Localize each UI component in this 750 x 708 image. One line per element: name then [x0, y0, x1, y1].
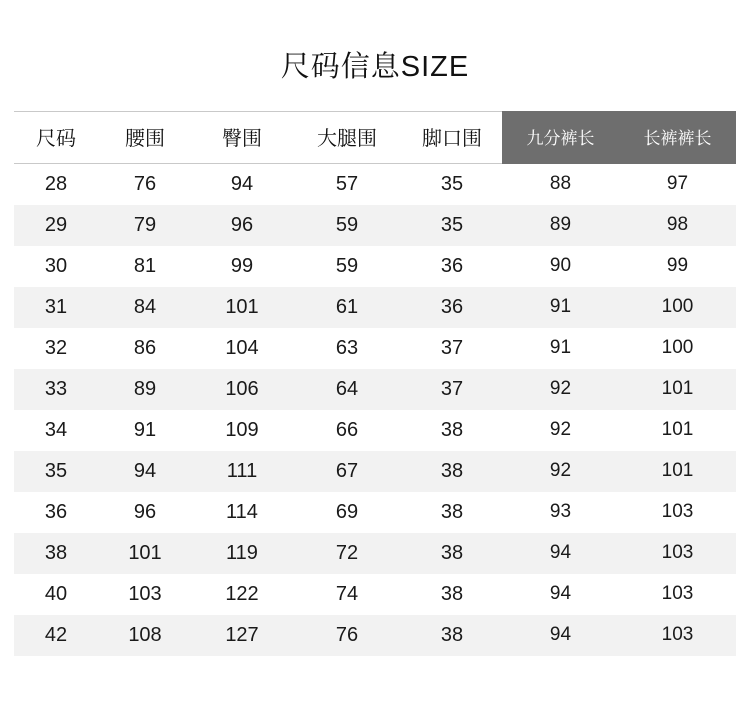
table-cell: 93	[549, 501, 572, 523]
table-cell: 38	[440, 582, 464, 605]
table-cell: 38	[14, 533, 98, 574]
table-cell: 101	[661, 419, 694, 441]
table-cell: 103	[619, 615, 736, 656]
table-cell: 94	[502, 615, 619, 656]
table-cell: 32	[44, 336, 68, 359]
table-body	[14, 163, 736, 656]
table-cell: 91	[133, 418, 157, 441]
table-cell: 92	[502, 451, 619, 492]
table-cell: 89	[502, 205, 619, 246]
table-cell: 88	[549, 173, 572, 195]
table-cell: 63	[335, 336, 359, 359]
table-cell: 31	[14, 287, 98, 328]
table-cell: 81	[133, 254, 157, 277]
table-cell: 122	[225, 582, 259, 605]
table-cell: 36	[440, 254, 464, 277]
table-cell: 35	[14, 451, 98, 492]
table-column-header: 臀围	[192, 111, 292, 163]
table-column-header: 尺码	[14, 111, 98, 163]
table-row	[14, 246, 736, 287]
table-cell: 94	[502, 533, 619, 574]
table-header-row	[14, 111, 736, 163]
table-cell: 108	[98, 615, 192, 656]
table-cell: 57	[335, 172, 359, 195]
table-cell: 36	[44, 500, 68, 523]
table-cell: 84	[98, 287, 192, 328]
table-cell: 94	[549, 583, 572, 605]
table-cell: 92	[502, 369, 619, 410]
table-cell: 74	[335, 582, 359, 605]
table-cell: 103	[661, 501, 694, 523]
table-cell: 91	[549, 337, 572, 359]
table-row	[14, 163, 736, 205]
table-row	[14, 410, 736, 451]
table-cell: 103	[619, 533, 736, 574]
table-column-header: 腰围	[98, 111, 192, 163]
table-cell: 119	[192, 533, 292, 574]
table-cell: 98	[619, 205, 736, 246]
table-row	[14, 492, 736, 533]
table-cell: 30	[44, 254, 68, 277]
table-cell: 35	[440, 172, 464, 195]
table-cell: 101	[619, 369, 736, 410]
table-cell: 38	[440, 500, 464, 523]
table-cell: 111	[192, 451, 292, 492]
table-cell: 90	[549, 255, 572, 277]
table-cell: 66	[335, 418, 359, 441]
table-cell: 64	[292, 369, 402, 410]
size-table-container	[0, 111, 750, 656]
table-header	[14, 111, 736, 163]
table-cell: 104	[225, 336, 259, 359]
table-row	[14, 533, 736, 574]
table-cell: 37	[440, 336, 464, 359]
table-cell: 38	[440, 418, 464, 441]
table-cell: 29	[14, 205, 98, 246]
table-row	[14, 574, 736, 615]
table-cell: 96	[192, 205, 292, 246]
table-cell: 42	[14, 615, 98, 656]
table-cell: 114	[226, 500, 258, 523]
table-cell: 38	[402, 533, 502, 574]
table-cell: 76	[133, 172, 157, 195]
table-cell: 38	[402, 451, 502, 492]
table-cell: 127	[192, 615, 292, 656]
table-cell: 34	[44, 418, 68, 441]
table-cell: 99	[230, 254, 254, 277]
table-cell: 97	[666, 173, 689, 195]
table-cell: 67	[292, 451, 402, 492]
table-cell: 103	[128, 582, 162, 605]
table-cell: 76	[292, 615, 402, 656]
table-cell: 101	[98, 533, 192, 574]
table-cell: 94	[98, 451, 192, 492]
table-cell: 61	[292, 287, 402, 328]
table-cell: 91	[502, 287, 619, 328]
table-cell: 94	[230, 172, 254, 195]
table-row	[14, 369, 736, 410]
table-cell: 100	[619, 287, 736, 328]
table-cell: 35	[402, 205, 502, 246]
table-row	[14, 287, 736, 328]
table-cell: 37	[402, 369, 502, 410]
table-cell: 40	[44, 582, 68, 605]
size-table	[14, 111, 736, 656]
table-cell: 28	[44, 172, 68, 195]
table-cell: 101	[619, 451, 736, 492]
table-column-header: 脚口围	[402, 111, 502, 163]
table-cell: 89	[98, 369, 192, 410]
table-cell: 106	[192, 369, 292, 410]
table-row	[14, 451, 736, 492]
table-cell: 36	[402, 287, 502, 328]
table-row	[14, 615, 736, 656]
table-cell: 109	[225, 418, 259, 441]
table-cell: 99	[666, 255, 689, 277]
table-cell: 38	[402, 615, 502, 656]
table-cell: 86	[133, 336, 157, 359]
table-cell: 100	[661, 337, 694, 359]
table-cell: 59	[335, 254, 359, 277]
table-cell: 72	[292, 533, 402, 574]
table-cell: 101	[192, 287, 292, 328]
table-cell: 59	[292, 205, 402, 246]
table-column-header: 长裤裤长	[619, 111, 736, 163]
table-cell: 79	[98, 205, 192, 246]
table-cell: 96	[133, 500, 157, 523]
table-cell: 103	[661, 583, 694, 605]
table-column-header: 九分裤长	[502, 111, 619, 163]
table-row	[14, 328, 736, 369]
table-cell: 69	[335, 500, 359, 523]
table-row	[14, 205, 736, 246]
table-cell: 92	[549, 419, 572, 441]
page-title: 尺码信息SIZE	[280, 51, 470, 83]
table-cell: 33	[14, 369, 98, 410]
table-column-header: 大腿围	[292, 111, 402, 163]
